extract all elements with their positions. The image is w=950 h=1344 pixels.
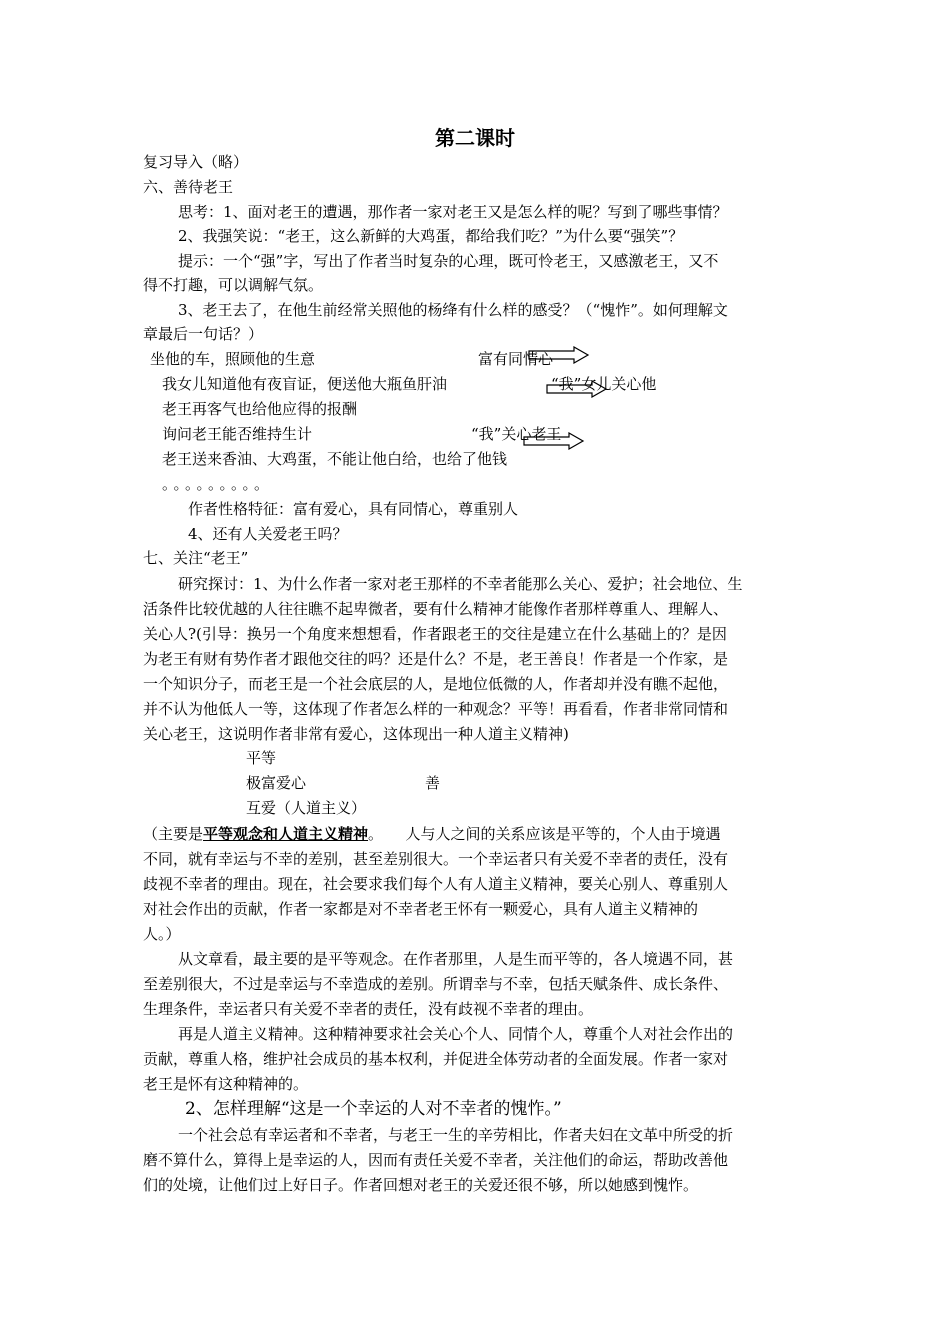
concept-item: 平等 [246, 749, 277, 767]
paragraph-line: 歧视不幸者的理由。现在，社会要求我们每个人有人道主义精神，要关心别人、尊重别人 [143, 875, 729, 893]
paragraph-line: 思考：1、面对老王的遭遇，那作者一家对老王又是怎么样的呢？写到了哪些事情？ [178, 203, 728, 221]
question-heading: 2、怎样理解“这是一个幸运的人对不幸者的愧怍。” [185, 1099, 562, 1119]
paragraph-line: 至差别很大，不过是幸运与不幸造成的差别。所谓幸与不幸，包括天赋条件、成长条件、 [143, 975, 729, 993]
paragraph-line: 研究探讨：1、为什么作者一家对老王那样的不幸者能那么关心、爱护；社会地位、生 [178, 575, 743, 593]
paragraph-line: 3、老王去了，在他生前经常关照他的杨绛有什么样的感受？（“愧怍”。如何理解文 [178, 301, 728, 319]
paragraph-line: 得不打趣，可以调解气氛。 [143, 276, 324, 294]
page-title: 第二课时 [435, 126, 515, 150]
paragraph-line: 为老王有财有势作者才跟他交往的吗？还是什么？不是，老王善良！作者是一个作家，是 [143, 650, 729, 668]
paragraph-line: 2、我强笑说：“老王，这么新鲜的大鸡蛋，都给我们吃？”为什么要“强笑”？ [178, 227, 684, 245]
paragraph-line: 一个社会总有幸运者和不幸者，与老王一生的辛劳相比，作者夫妇在文革中所受的折 [178, 1126, 734, 1144]
paragraph-line: 关心人?(引导：换另一个角度来想想看，作者跟老王的交往是建立在什么基础上的？是因 [143, 625, 727, 643]
section-heading: 七、关注“老王” [143, 549, 249, 567]
arrow-right-icon [546, 380, 608, 398]
paragraph-line: 关心老王，这说明作者非常有爱心，这体现出一种人道主义精神) [143, 725, 569, 743]
paragraph-line: 贡献，尊重人格，维护社会成员的基本权利，并促进全体劳动者的全面发展。作者一家对 [143, 1050, 729, 1068]
paragraph-line: 对社会作出的贡献，作者一家都是对不幸者老王怀有一颗爱心，具有人道主义精神的 [143, 900, 699, 918]
trait-label: “我”女儿关心他 [551, 375, 657, 393]
arrow-right-icon [523, 432, 585, 450]
concept-item: 极富爱心 [246, 774, 307, 792]
concept-result: 善 [425, 774, 441, 792]
paragraph-line [143, 822, 721, 846]
paragraph-line: 们的处境，让他们过上好日子。作者回想对老王的关爱还很不够，所以她感到愧怍。 [143, 1176, 699, 1194]
paragraph-line: 不同，就有幸运与不幸的差别，甚至差别很大。一个幸运者只有关爱不幸者的责任，没有 [143, 850, 729, 868]
paragraph-line: 章最后一句话？） [143, 325, 264, 343]
event-item: 坐他的车，照顾他的生意 [150, 350, 316, 368]
trait-label: “我”关心老王 [471, 425, 562, 443]
paragraph-line: 作者性格特征：富有爱心，具有同情心，尊重别人 [188, 500, 519, 518]
paragraph-line: 从文章看，最主要的是平等观念。在作者那里，人是生而平等的，各人境遇不同，甚 [178, 950, 734, 968]
paragraph-line: 4、还有人关爱老王吗？ [188, 525, 348, 543]
paragraph-line: 老王是怀有这种精神的。 [143, 1075, 309, 1093]
concept-item: 互爱（人道主义） [246, 799, 367, 817]
paragraph-line: 再是人道主义精神。这种精神要求社会关心个人、同情个人，尊重个人对社会作出的 [178, 1025, 734, 1043]
paragraph-line: 磨不算什么，算得上是幸运的人，因而有责任关爱不幸者，关注他们的命运，帮助改善他 [143, 1151, 729, 1169]
section-heading: 六、善待老王 [143, 178, 234, 196]
event-item: 我女儿知道他有夜盲证，便送他大瓶鱼肝油 [162, 375, 448, 393]
event-item: 老王再客气也给他应得的报酬 [162, 400, 358, 418]
text-segment: 。 人与人之间的关系应该是平等的，个人由于境遇 [368, 825, 721, 843]
trait-label: 富有同情心 [478, 350, 554, 368]
paragraph-line: 一个知识分子，而老王是一个社会底层的人，是地位低微的人，作者却并没有瞧不起他， [143, 675, 729, 693]
paragraph-line: 生理条件，幸运者只有关爱不幸者的责任，没有歧视不幸者的理由。 [143, 1000, 594, 1018]
paragraph-line: 并不认为他低人一等，这体现了作者怎么样的一种观念？平等！再看看，作者非常同情和 [143, 700, 729, 718]
ellipsis-line: 。。。。。。。。。 [162, 475, 274, 493]
event-item: 询问老王能否维持生计 [162, 425, 313, 443]
event-item: 老王送来香油、大鸡蛋，不能让他白给，也给了他钱 [162, 450, 508, 468]
key-phrase: 平等观念和人道主义精神 [203, 825, 369, 843]
paragraph-line: 提示：一个“强”字，写出了作者当时复杂的心理，既可怜老王，又感激老王，又不 [178, 252, 719, 270]
arrow-right-icon [528, 346, 590, 364]
review-intro: 复习导入（略） [143, 153, 249, 171]
paragraph-line: 人。） [143, 925, 181, 943]
text-segment: （主要是 [143, 825, 204, 843]
paragraph-line: 活条件比较优越的人往往瞧不起卑微者，要有什么精神才能像作者那样尊重人、理解人、 [143, 600, 729, 618]
